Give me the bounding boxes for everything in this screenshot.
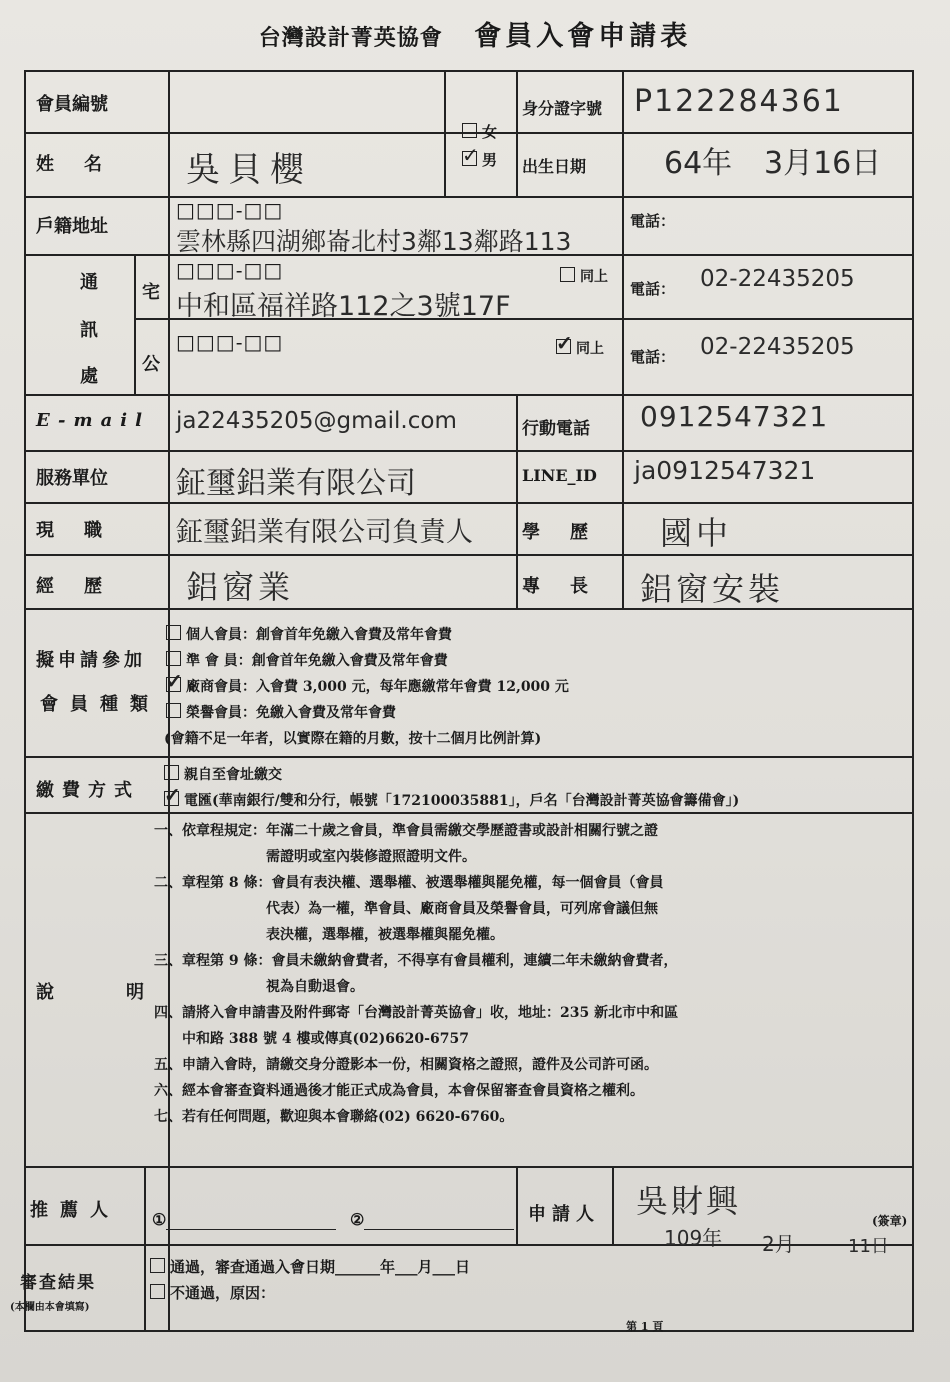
mobile-value: 0912547321: [640, 400, 829, 433]
employer-value: 鉦璽鋁業有限公司: [176, 466, 416, 501]
review-sublabel: (本欄由本會填寫): [10, 1302, 90, 1313]
sign-year: 109年: [664, 1226, 723, 1250]
review-fail: 不通過，原因：: [150, 1282, 275, 1303]
review-label: 審查結果: [20, 1273, 96, 1293]
name-label: 姓名: [36, 154, 132, 175]
payment-option-0: [164, 764, 282, 784]
note-line: 二、章程第 8 條：會員有表決權、選舉權、被選舉權與罷免權，每一個會員（會員: [154, 875, 664, 891]
member-type-option-2: [166, 676, 569, 696]
note-line: 表決權，選舉權，被選舉權與罷免權。: [154, 927, 504, 943]
employer-label: 服務單位: [36, 468, 108, 489]
member-type-option-text: 榮譽會員：免繳入會費及常年會費: [186, 705, 396, 721]
member-type-option-text: 準 會 員：創會首年免繳入會費及常年會費: [186, 653, 448, 669]
member-type-option-checkbox[interactable]: [166, 703, 181, 718]
home-phone-label: 電話：: [630, 280, 676, 298]
payment-option-text: 電匯(華南銀行/雙和分行，帳號「172100035881」，戶名「台灣設計菁英協會籌備會」): [184, 793, 740, 809]
contact-label-2: 訊: [80, 320, 98, 341]
member-type-option-0: [166, 624, 452, 644]
referrer-label: 推薦人: [30, 1200, 120, 1221]
sign-month: 2月: [762, 1232, 795, 1256]
note-line: 七、若有任何問題，歡迎與本會聯絡(02) 6620-6760。: [154, 1109, 514, 1125]
education-value: 國中: [660, 514, 733, 552]
checkbox-female[interactable]: [462, 123, 477, 138]
member-type-note: (會籍不足一年者，以實際在籍的月數，按十二個月比例計算): [164, 731, 542, 747]
checkbox-office-same[interactable]: [556, 339, 571, 354]
office-label: 公: [142, 354, 160, 375]
specialty-value: 鋁窗安裝: [640, 570, 785, 608]
member-type-option-checkbox[interactable]: [166, 677, 181, 692]
org-name: 台灣設計菁英協會: [258, 25, 443, 51]
household-addr-value: 雲林縣四湖鄉崙北村3鄰13鄰路113: [176, 227, 572, 256]
email-value: ja22435205@gmail.com: [176, 408, 457, 434]
member-type-option-checkbox[interactable]: [166, 625, 181, 640]
birth-month-day: 3月16日: [764, 146, 882, 181]
household-addr-label: 戶籍地址: [36, 216, 108, 237]
note-line: 需證明或室內裝修證照證明文件。: [154, 849, 476, 865]
member-type-option-text: 廠商會員：入會費 3,000 元，每年應繳常年會費 12,000 元: [186, 679, 569, 695]
member-no-label: 會員編號: [36, 94, 108, 115]
office-same-above: ✓ 同上: [556, 338, 604, 358]
checkbox-pass[interactable]: [150, 1258, 165, 1273]
contact-label-3: 處: [80, 366, 98, 387]
home-same-above: 同上: [560, 266, 608, 286]
applicant-signature: 吳財興: [636, 1182, 742, 1220]
line-id-label: LINE_ID: [522, 466, 597, 485]
notes-label-2: 明: [126, 982, 144, 1003]
applicant-label: 申請人: [528, 1204, 600, 1225]
member-type-option-1: [166, 650, 448, 670]
note-line: 一、依章程規定：年滿二十歲之會員，準會員需繳交學歷證書或設計相關行號之證: [154, 823, 658, 839]
household-zip: □□□-□□: [176, 198, 284, 222]
apply-type-label-2: 會員種類: [40, 694, 160, 715]
mobile-label: 行動電話: [522, 419, 590, 439]
apply-type-label-1: 擬申請參加: [36, 650, 146, 671]
payment-label: 繳費方式: [36, 780, 140, 801]
birth-label: 出生日期: [522, 157, 587, 176]
gender-male: ✓男: [462, 146, 498, 170]
home-phone-value: 02-22435205: [700, 266, 855, 292]
form-name: 會員入會申請表: [474, 21, 692, 52]
line-id-value: ja0912547321: [634, 456, 816, 485]
seal-label: (簽章): [872, 1214, 908, 1228]
sign-day: 11日: [848, 1236, 889, 1257]
payment-option-1: [164, 790, 739, 810]
experience-value: 鋁窗業: [186, 568, 295, 606]
position-label: 現職: [36, 520, 132, 541]
office-phone-label: 電話：: [630, 348, 676, 366]
payment-option-checkbox[interactable]: [164, 791, 179, 806]
experience-label: 經歷: [36, 576, 132, 597]
note-line: 五、申請入會時，請繳交身分證影本一份，相關資格之證照，證件及公司許可函。: [154, 1057, 658, 1073]
office-phone-value: 02-22435205: [700, 334, 855, 360]
review-pass: 通過，審查通過入會日期______年___月___日: [150, 1256, 470, 1277]
home-label: 宅: [142, 282, 160, 303]
office-zip: □□□-□□: [176, 330, 284, 354]
note-line: 視為自動退會。: [154, 979, 364, 995]
checkbox-home-same[interactable]: [560, 267, 575, 282]
form-title: [0, 14, 950, 53]
email-label: E-mail: [36, 410, 150, 431]
education-label: 學歷: [522, 522, 618, 543]
page-footer: 第 1 頁: [626, 1320, 664, 1333]
payment-option-checkbox[interactable]: [164, 765, 179, 780]
home-addr-value: 中和區福祥路112之3號17F: [176, 291, 511, 322]
note-line: 六、經本會審查資料通過後才能正式成為會員，本會保留審查會員資格之權利。: [154, 1083, 644, 1099]
id-no-value: P122284361: [634, 84, 844, 119]
gender-female: 女: [462, 118, 498, 142]
note-line: 代表）為一權，準會員、廠商會員及榮譽會員，可列席會議但無: [154, 901, 658, 917]
member-type-option-checkbox[interactable]: [166, 651, 181, 666]
id-no-label: 身分證字號: [522, 99, 603, 118]
payment-option-text: 親自至會址繳交: [184, 767, 282, 783]
position-value: 鉦璽鋁業有限公司負責人: [176, 517, 473, 548]
member-type-option-text: 個人會員：創會首年免繳入會費及常年會費: [186, 627, 452, 643]
referrer-1: ①: [152, 1210, 336, 1230]
contact-label-1: 通: [80, 272, 98, 293]
note-line: 三、章程第 9 條：會員未繳納會費者，不得享有會員權利，連續二年未繳納會費者，: [154, 953, 678, 969]
checkbox-fail[interactable]: [150, 1284, 165, 1299]
notes-label-1: 說: [36, 982, 54, 1003]
note-line: 中和路 388 號 4 樓或傳真(02)6620-6757: [154, 1031, 469, 1047]
specialty-label: 專長: [522, 576, 618, 597]
member-type-option-3: [166, 702, 396, 722]
name-value: 吳貝櫻: [186, 150, 312, 190]
note-line: 四、請將入會申請書及附件郵寄「台灣設計菁英協會」收，地址：235 新北市中和區: [154, 1005, 679, 1021]
referrer-2: ②: [350, 1210, 514, 1230]
household-phone-label: 電話：: [630, 212, 676, 230]
home-zip: □□□-□□: [176, 258, 284, 282]
birth-year: 64年: [664, 146, 733, 181]
checkbox-male[interactable]: [462, 151, 477, 166]
